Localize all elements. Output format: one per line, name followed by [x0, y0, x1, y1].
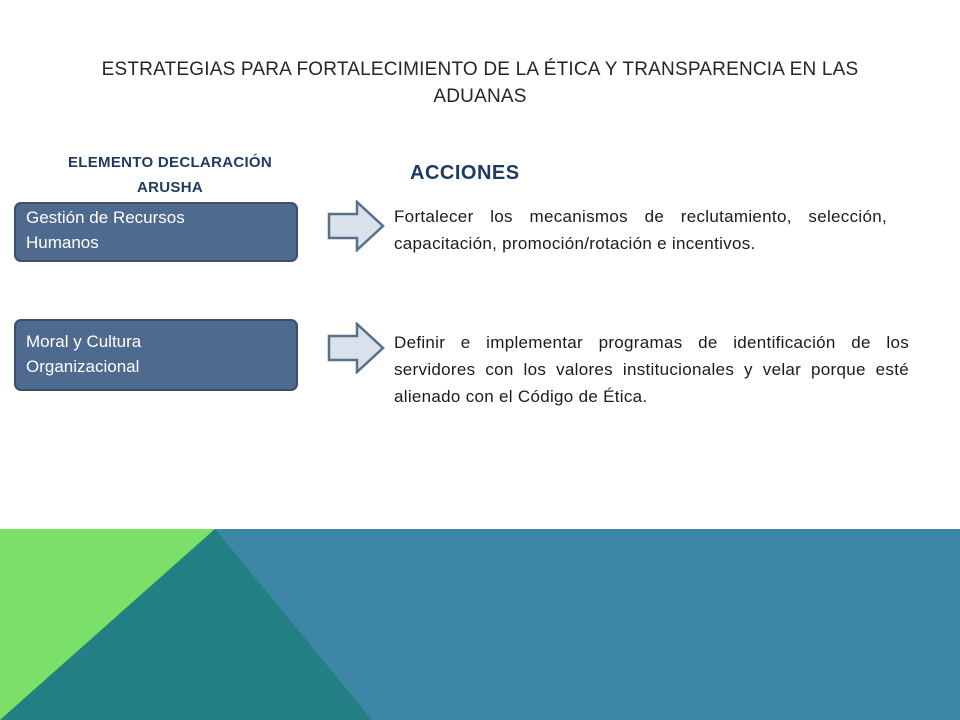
column-header-element [40, 150, 300, 200]
slide-title-line1: ESTRATEGIAS PARA FORTALECIMIENTO DE LA ÉTICA Y TRANSPARENCIA EN LAS [101, 59, 859, 80]
element-box-moral-cultura [14, 319, 298, 391]
action-text: Fortalecer los mecanismos de reclutamiento, selección, capacitación, promoción/rotación e incentivos. [394, 207, 887, 253]
column-header-actions: ACCIONES [410, 162, 520, 184]
element-box-recursos-humanos [14, 202, 298, 262]
footer-decoration [0, 529, 960, 720]
slide-title [40, 56, 920, 110]
right-arrow-icon [327, 200, 385, 252]
element-box-line1: Gestión de Recursos [26, 208, 185, 227]
right-arrow-icon [327, 322, 385, 374]
element-box-line2: Humanos [26, 233, 99, 252]
element-box-line1: Moral y Cultura [26, 332, 142, 351]
column-header-element-line1: ELEMENTO DECLARACIÓN [67, 154, 273, 171]
element-box-line2: Organizacional [26, 357, 140, 376]
action-text: Definir e implementar programas de identificación de los servidores con los valores institucionales y velar porque esté alienado con el Código de Ética. [394, 333, 909, 406]
slide-title-line2: ADUANAS [433, 86, 527, 107]
column-header-element-line2: ARUSHA [137, 179, 203, 196]
